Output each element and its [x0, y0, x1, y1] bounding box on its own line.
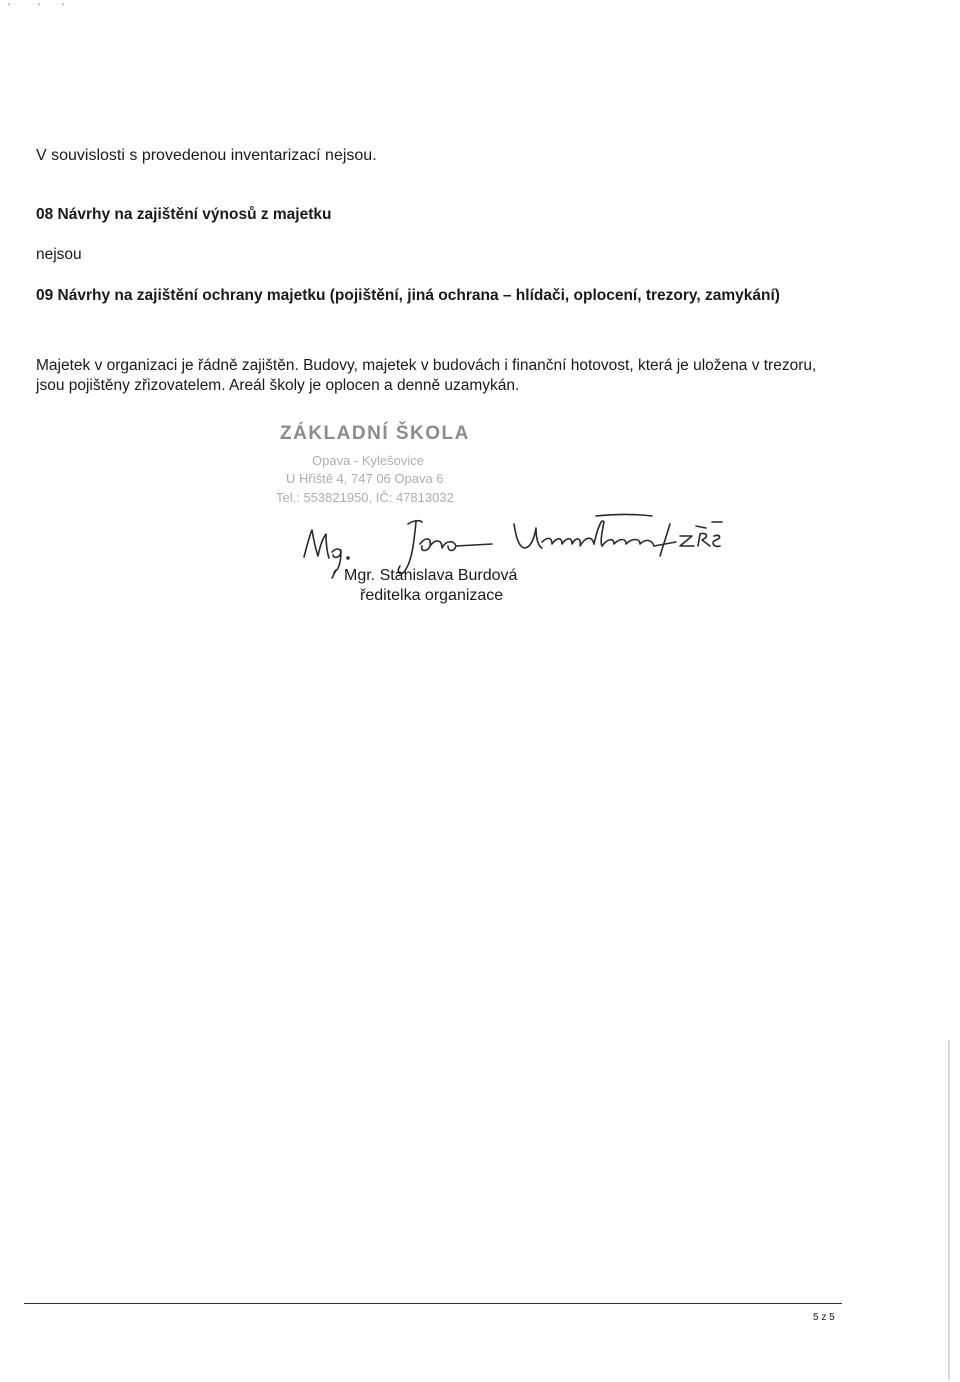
signer-name: Mgr. Stanislava Burdová [344, 567, 518, 584]
section-09-content: Majetek v organizaci je řádně zajištěn. Budovy, majetek v budovách i finanční hotovost, která je uložena v trezoru, jsou pojištěny zřizovatelem. Areál školy je oplocen a denně uzamykán. [36, 357, 817, 394]
school-stamp [270, 423, 510, 523]
scan-specks [0, 0, 80, 10]
section-08-content: nejsou [36, 246, 82, 263]
intro-text: V souvislosti s provedenou inventarizací nejsou. [36, 147, 377, 164]
footer-divider [24, 1303, 842, 1304]
scan-edge-line [948, 1040, 950, 1380]
stamp-title: ZÁKLADNÍ ŠKOLA [280, 423, 470, 444]
section-08-heading: 08 Návrhy na zajištění výnosů z majetku [36, 206, 332, 223]
page-number: 5 z 5 [813, 1312, 835, 1323]
signer-title: ředitelka organizace [360, 587, 504, 604]
section-09-heading: 09 Návrhy na zajištění ochrany majetku (pojištění, jiná ochrana – hlídači, oplocení, trezory, zamykání) [36, 287, 780, 304]
stamp-line-2: U Hřiště 4, 747 06 Opava 6 [286, 471, 444, 486]
stamp-line-3: Tel.: 553821950, IČ: 47813032 [276, 490, 454, 505]
stamp-line-1: Opava - Kylešovice [312, 453, 424, 468]
